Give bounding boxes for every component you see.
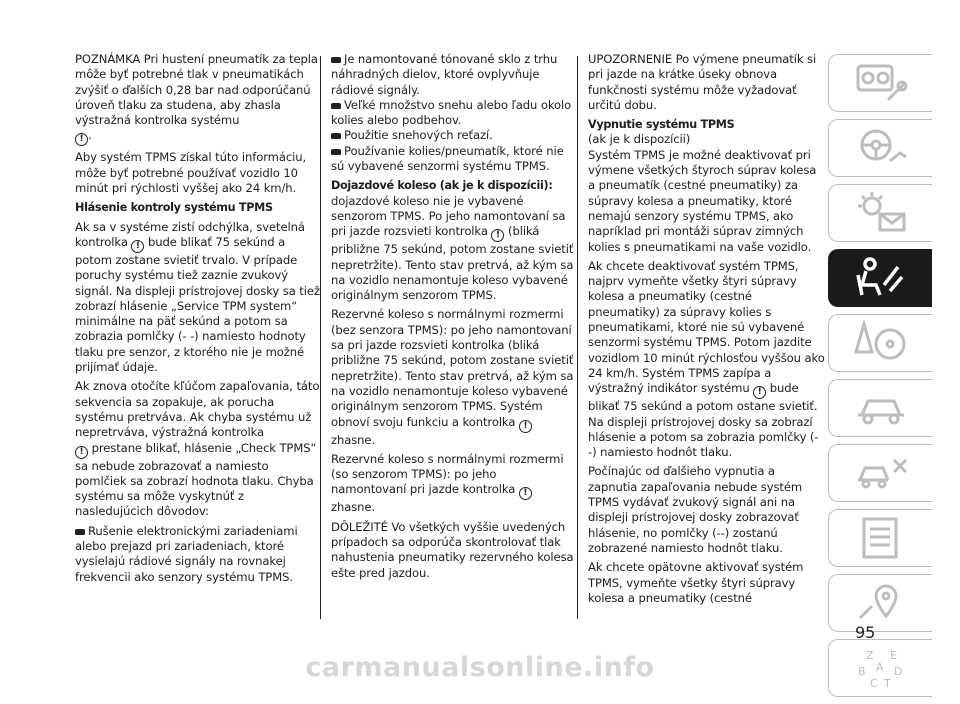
paragraph: (ak je k dispozícii) — [588, 132, 691, 147]
section-heading: Hlásenie kontroly systému TPMS — [75, 201, 273, 215]
car-tools-icon — [846, 450, 916, 496]
bullet-item: Rušenie elektronickými zariadeniami alebo prejazd pri zariadeniach, ktoré vysielajú rádiové signály na rovnakej frekvencii ako senzory systému TPMS. — [75, 523, 298, 584]
tpms-warning-icon: ! — [753, 386, 766, 399]
watermark: carmanualsonline.info — [305, 652, 655, 683]
bullet-item: Veľké množstvo snehu alebo ľadu okolo kolies alebo podbehov. — [331, 97, 572, 128]
paragraph: Ak chcete deaktivovať systém TPMS, najprv vymeňte všetky štyri súpravy kolesa a pneumatiky (cestné pneumatiky) za súpravy kolies s pneumatikami, ktoré nie sú vybavené senzormi systému TPMS. Potom jazdite vozidlom 10 minút rýchlosťou vyššou ako 24 km/h. Systém TPMS zapípa a výstražný indikátor systému ! bude blikať 75 sekúnd a potom ostane svietiť. Na displeji prístrojovej dosky sa zobrazí hlásenie a potom sa zobrazia pomlčky (--) namiesto hodnôt tlaku. — [588, 258, 825, 460]
warning-steering-icon — [846, 320, 916, 366]
svg-text:B: B — [857, 665, 866, 678]
column-3 — [588, 52, 826, 610]
bullet-item: Použitie snehových reťazí. — [331, 128, 575, 143]
warning-paragraph: UPOZORNENIE Po výmene pneumatík si pri jazde na krátke úseky obnova funkčnosti systému môže vyžadovať určitú dobu. — [588, 52, 817, 112]
tab-emergency[interactable] — [828, 444, 932, 502]
document-list-icon — [846, 515, 916, 561]
section-heading: Vypnutie systému TPMS — [588, 118, 735, 132]
svg-text:A: A — [875, 661, 884, 674]
paragraph: Aby systém TPMS získal túto informáciu, môže byť potrebné používať vozidlo 10 minút pri rýchlosti vyššej ako 24 km/h. — [75, 150, 307, 196]
paragraph: Rezervné koleso s normálnymi rozmermi (bez senzora TPMS): po jeho namontovaní sa pri jazde rozsvieti kontrolka (bliká približne 75 sekúnd, potom zostane svietiť nepretržite). Tento stav pretrvá, až kým sa na vozidlo nenamontuje koleso vybavené originálnym senzorom TPMS. Systém obnoví svoju funkciu a kontrolka ! zhasne. — [331, 307, 574, 447]
paragraph: Ak sa v systéme zistí odchýlka, svetelná kontrolka ! bude blikať 75 sekúnd a potom zostane svietiť trvalo. V prípade poruchy systému tiež zaznie zvukový signál. Na displeji prístrojovej dosky sa tiež zobrazí hlásenie „Service TPM system“ minimálne na päť sekúnd a potom sa zobrazia pomlčky (- -) namiesto hodnoty tlaku pre senzor, z ktorého nie je možné prijímať údaje. — [75, 219, 320, 375]
tpms-warning-icon: ! — [75, 133, 88, 146]
tpms-warning-icon: ! — [491, 229, 504, 242]
car-driving-icon — [846, 385, 916, 431]
important-paragraph: DÔLEŽITÉ Vo všetkých vyššie uvedených prípadoch sa odporúča skontrolovať tlak nahustenia pneumatiky rezervného kolesa ešte pred jazdou. — [331, 519, 574, 580]
tab-steering-key[interactable] — [828, 119, 932, 177]
car-dashboard-icon — [846, 60, 916, 106]
tpms-warning-icon: ! — [75, 446, 88, 459]
chapter-tabs — [828, 54, 932, 704]
steering-wheel-key-icon — [846, 125, 916, 171]
seat-airbag-icon — [846, 255, 916, 301]
tab-warnings[interactable] — [828, 314, 932, 372]
svg-text:T: T — [883, 677, 891, 690]
page-number: 95 — [855, 623, 876, 642]
tpms-warning-icon: ! — [519, 487, 532, 500]
tab-service[interactable] — [828, 574, 932, 632]
car-bullet-icon — [331, 103, 341, 109]
section-heading: Dojazdové koleso (ak je k dispozícii): — [331, 179, 553, 193]
bullet-item: Je namontované tónované sklo z trhu náhradných dielov, ktoré ovplyvňuje rádiové signály. — [331, 52, 558, 97]
column-2 — [331, 52, 575, 585]
car-bullet-icon — [331, 149, 341, 155]
car-bullet-icon — [331, 57, 341, 63]
car-bullet-icon — [75, 529, 85, 535]
tab-car-dashboard[interactable] — [828, 54, 932, 112]
svg-text:D: D — [893, 665, 902, 678]
paragraph: Systém TPMS je možné deaktivovať pri výmene všetkých štyroch súprav kolesa a pneumatík (cestné pneumatiky) za súpravy kolesa a pneumatiky, ktoré nemajú senzory systému TPMS, ako napríklad pri montáži súprav zimných kolies s pneumatikami na vaše vozidlo. — [588, 147, 817, 254]
tab-safety[interactable] — [828, 249, 932, 307]
tpms-warning-icon: ! — [131, 240, 144, 253]
paragraph: Rezervné koleso s normálnymi rozmermi (so senzorom TPMS): po jeho namontovaní pri jazde kontrolka ! zhasne. — [331, 451, 564, 515]
paragraph: Ak znova otočíte kľúčom zapaľovania, táto sekvencia sa zopakuje, ak porucha systému pretrváva. Ak chyba systému už nepretrváva, výstražná kontrolka ! prestane blikať, hlásenie „Check TPMS“ sa nebude zobrazovať a namiesto pomlčiek sa zobrazí hodnota tlaku. Chyba systému sa môže vyskytnúť z nasledujúcich dôvodov: — [75, 379, 320, 519]
column-divider-1 — [320, 56, 321, 619]
svg-text:E: E — [889, 649, 897, 662]
column-divider-2 — [577, 56, 578, 619]
bullet-item: Používanie kolies/pneumatík, ktoré nie sú vybavené senzormi systému TPMS. — [331, 143, 564, 174]
tab-driving[interactable] — [828, 379, 932, 437]
car-bullet-icon — [331, 133, 341, 139]
svg-text:Z: Z — [865, 649, 874, 662]
svg-text:C: C — [869, 677, 878, 690]
column-1 — [75, 52, 320, 589]
paragraph: dojazdové koleso nie je vybavené senzorom TPMS. Po jeho namontovaní sa pri jazde rozsvieti kontrolka ! (bliká približne 75 sekúnd, potom zostane svietiť nepretržite). Tento stav pretrvá, až kým sa na vozidlo nenamontuje koleso vybavené originálnym senzorom TPMS. — [331, 193, 574, 303]
tab-lights-messages[interactable] — [828, 184, 932, 242]
paragraph: Ak chcete opätovne aktivovať systém TPMS, vymeňte všetky štyri súpravy kolesa a pneumatiky (cestné — [588, 560, 804, 605]
paragraph: Počínajúc od ďalšieho vypnutia a zapnutia zapaľovania nebude systém TPMS vydávať zvukový signál ani na displeji prístrojovej dosky zobrazovať hlásenie, no pomlčky (--) zostanú zobrazené namiesto hodnôt tlaku. — [588, 464, 803, 555]
wrench-location-icon — [846, 580, 916, 626]
tab-specifications[interactable] — [828, 509, 932, 567]
note-paragraph: POZNÁMKA Pri hustení pneumatík za tepla môže byť potrebné tlak v pneumatikách zvýšiť o ďalších 0,28 bar nad odporúčanú úroveň tlaku za studena, aby zhasla výstražná kontrolka systému ! . — [75, 52, 318, 145]
tpms-warning-icon: ! — [519, 420, 532, 433]
light-envelope-icon — [846, 190, 916, 236]
